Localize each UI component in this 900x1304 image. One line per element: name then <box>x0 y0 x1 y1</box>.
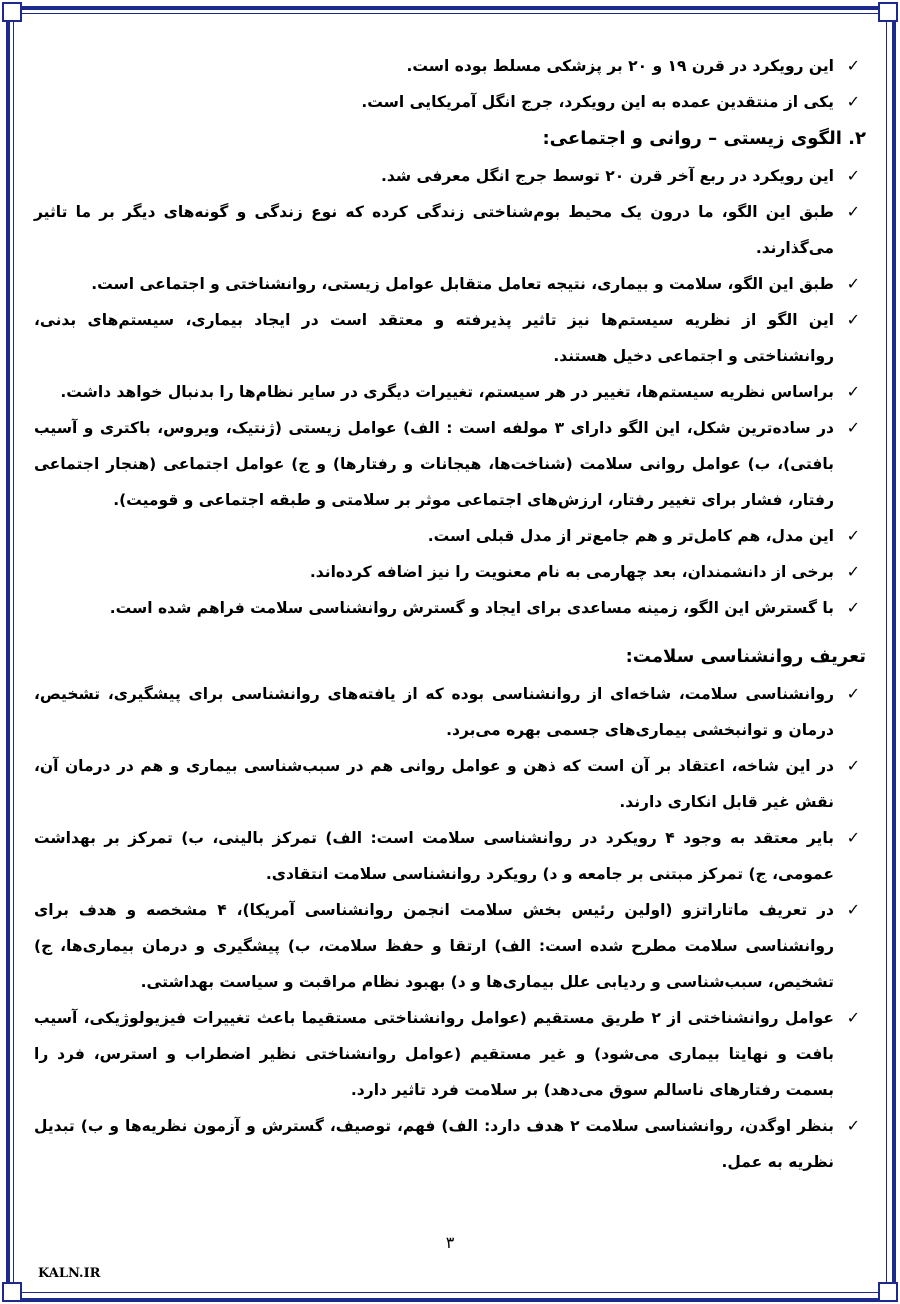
checkmark-icon: ✓ <box>846 202 860 221</box>
border-corner-ornament <box>2 2 22 22</box>
list-item: ✓ روانشناسی سلامت، شاخه‌ای از روانشناسی بوده که از یافته‌های روانشناسی برای پیشگیری، تشخیص، درمان و توانبخشی بیماری‌های جسمی بهره می‌برد. <box>34 676 866 748</box>
list-item: ✓ در این شاخه، اعتقاد بر آن است که ذهن و عوامل روانی هم در سبب‌شناسی بیماری و هم در درمان آن، نقش غیر قابل انکاری دارند. <box>34 748 866 820</box>
checkmark-icon: ✓ <box>846 1008 860 1027</box>
border-corner-ornament <box>878 1282 898 1302</box>
checkmark-icon: ✓ <box>846 1116 860 1135</box>
checkmark-icon: ✓ <box>846 562 860 581</box>
list-biopsychosocial <box>34 158 866 626</box>
list-item: ✓ براساس نظریه سیستم‌ها، تغییر در هر سیستم، تغییرات دیگری در سایر نظام‌ها را بدنبال خواهد داشت. <box>34 374 866 410</box>
section-heading-definition: تعریف روانشناسی سلامت: <box>625 646 866 667</box>
checkmark-icon: ✓ <box>846 598 860 617</box>
list-item: ✓ طبق این الگو، ما درون یک محیط بوم‌شناختی زندگی کرده که نوع زندگی و گونه‌های دیگر بر ما تاثیر می‌گذارند. <box>34 194 866 266</box>
list-item: ✓ بایر معتقد به وجود ۴ رویکرد در روانشناسی سلامت است: الف) تمرکز بالینی، ب) تمرکز بر بهداشت عمومی، ج) تمرکز مبتنی بر جامعه و د) رویکرد روانشناسی سلامت انتقادی. <box>34 820 866 892</box>
checkmark-icon: ✓ <box>846 526 860 545</box>
list-top <box>34 48 866 120</box>
list-item: ✓ بنظر اوگدن، روانشناسی سلامت ۲ هدف دارد: الف) فهم، توصیف، گسترش و آزمون نظریه‌ها و ب) تبدیل نظریه به عمل. <box>34 1108 866 1180</box>
checkmark-icon: ✓ <box>846 828 860 847</box>
page-number: ۳ <box>445 1233 455 1252</box>
border-corner-ornament <box>2 1282 22 1302</box>
checkmark-icon: ✓ <box>846 382 860 401</box>
list-item: ✓ عوامل روانشناختی از ۲ طریق مستقیم (عوامل روانشناختی مستقیما باعث تغییرات فیزیولوژیکی، آسیب بافت و نهایتا بیماری می‌شود) و غیر مستقیم (عوامل روانشناختی نظیر اضطراب و استرس، فرد را بسمت رفتارهای ناسالم سوق می‌دهد) بر سلامت فرد تاثیر دارد. <box>34 1000 866 1108</box>
checkmark-icon: ✓ <box>846 92 860 111</box>
list-item: ✓ با گسترش این الگو، زمینه مساعدی برای ایجاد و گسترش روانشناسی سلامت فراهم شده است. <box>34 590 866 626</box>
site-watermark: KALN.IR <box>38 1266 101 1281</box>
list-item: ✓ در تعریف ماتاراتزو (اولین رئیس بخش سلامت انجمن روانشناسی آمریکا)، ۴ مشخصه و هدف برای روانشناسی سلامت مطرح شده است: الف) ارتقا و حفظ سلامت، ب) پیشگیری و درمان بیماری‌ها، ج) تشخیص، سبب‌شناسی و ردیابی علل بیماری‌ها و د) بهبود نظام مراقبت و سیاست بهداشتی. <box>34 892 866 1000</box>
list-item: ✓ در ساده‌ترین شکل، این الگو دارای ۳ مولفه است : الف) عوامل زیستی (ژنتیک، ویروس، باکتری و آسیب بافتی)، ب) عوامل روانی سلامت (شناخت‌ها، هیجانات و رفتارها) و ج) عوامل اجتماعی (هنجار اجتماعی رفتار، فشار برای تغییر رفتار، ارزش‌های اجتماعی موثر بر سلامتی و طبقه اجتماعی و قومیت). <box>34 410 866 518</box>
checkmark-icon: ✓ <box>846 418 860 437</box>
list-item: ✓ برخی از دانشمندان، بعد چهارمی به نام معنویت را نیز اضافه کرده‌اند. <box>34 554 866 590</box>
page-content <box>34 48 866 1180</box>
list-definition <box>34 676 866 1180</box>
list-item: ✓ طبق این الگو، سلامت و بیماری، نتیجه تعامل متقابل عوامل زیستی، روانشناختی و اجتماعی است. <box>34 266 866 302</box>
section-heading-biopsychosocial: ۲. الگوی زیستی – روانی و اجتماعی: <box>542 128 866 149</box>
checkmark-icon: ✓ <box>846 310 860 329</box>
checkmark-icon: ✓ <box>846 166 860 185</box>
border-corner-ornament <box>878 2 898 22</box>
checkmark-icon: ✓ <box>846 900 860 919</box>
checkmark-icon: ✓ <box>846 56 860 75</box>
list-item: ✓ یکی از منتقدین عمده به این رویکرد، جرج انگل آمریکایی است. <box>34 84 866 120</box>
list-item: ✓ این رویکرد در ربع آخر قرن ۲۰ توسط جرج انگل معرفی شد. <box>34 158 866 194</box>
checkmark-icon: ✓ <box>846 684 860 703</box>
checkmark-icon: ✓ <box>846 274 860 293</box>
list-item: ✓ این رویکرد در قرن ۱۹ و ۲۰ بر پزشکی مسلط بوده است. <box>34 48 866 84</box>
list-item: ✓ این مدل، هم کامل‌تر و هم جامع‌تر از مدل قبلی است. <box>34 518 866 554</box>
checkmark-icon: ✓ <box>846 756 860 775</box>
spacer <box>34 626 866 638</box>
list-item: ✓ این الگو از نظریه سیستم‌ها نیز تاثیر پذیرفته و معتقد است در ایجاد بیماری، سیستم‌های بدنی، روانشناختی و اجتماعی دخیل هستند. <box>34 302 866 374</box>
